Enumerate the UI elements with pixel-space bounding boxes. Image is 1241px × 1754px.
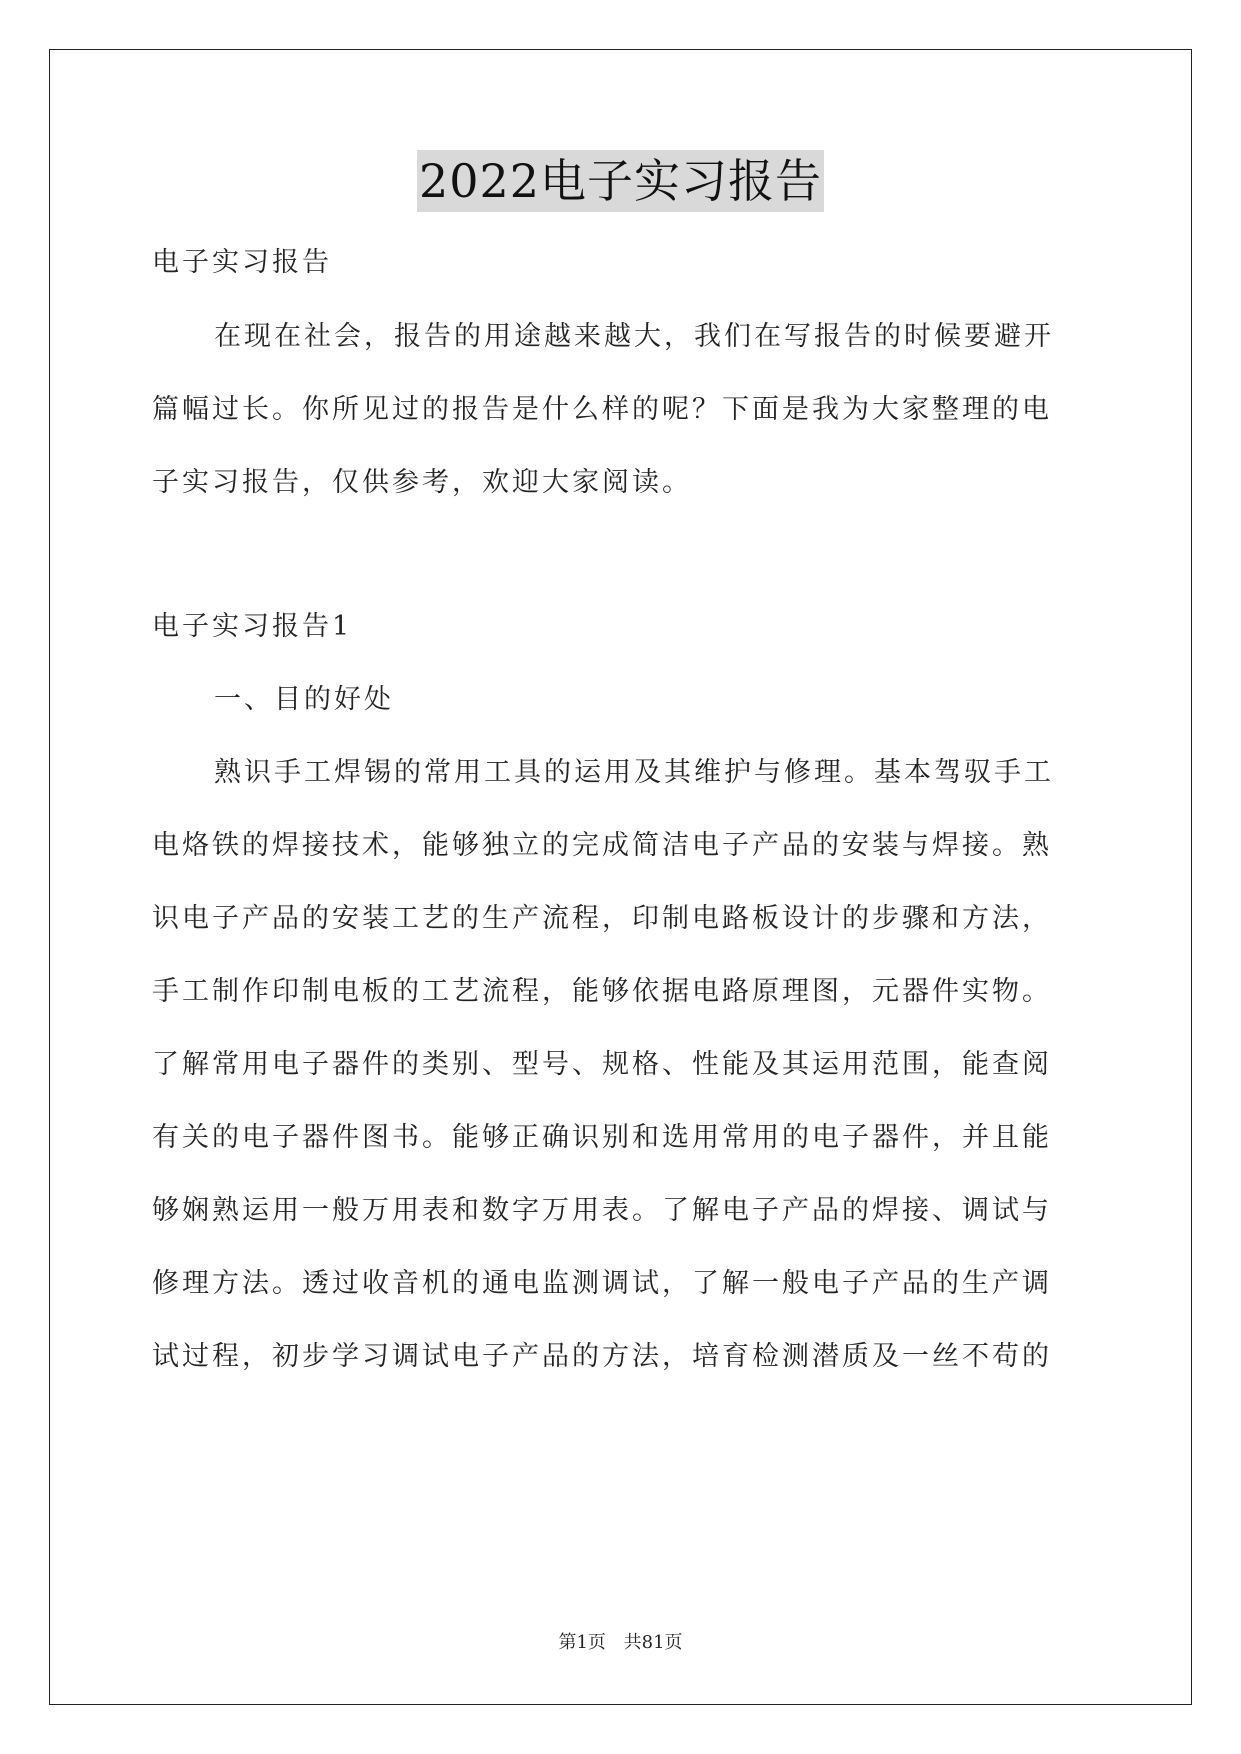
body-line: 识电子产品的安装工艺的生产流程，印制电路板设计的步骤和方法，	[152, 903, 1052, 934]
body-line: 熟识手工焊锡的常用工具的运用及其维护与修理。基本驾驭手工	[214, 757, 1054, 788]
page-footer	[0, 1628, 1241, 1654]
heading: 电子实习报告	[152, 247, 332, 278]
document-title: 2022电子实习报告	[417, 150, 824, 212]
intro-line: 在现在社会，报告的用途越来越大，我们在写报告的时候要避开	[214, 321, 1054, 352]
intro-line: 子实习报告，仅供参考，欢迎大家阅读。	[152, 467, 692, 498]
body-line: 电烙铁的焊接技术，能够独立的完成简洁电子产品的安装与焊接。熟	[152, 830, 1052, 861]
title-container	[0, 150, 1241, 212]
page-number: 第1页	[558, 1632, 606, 1653]
body-line: 够娴熟运用一般万用表和数字万用表。了解电子产品的焊接、调试与	[152, 1195, 1052, 1226]
page-border	[49, 49, 1192, 1705]
body-line: 了解常用电子器件的类别、型号、规格、性能及其运用范围，能查阅	[152, 1049, 1052, 1080]
body-line: 修理方法。透过收音机的通电监测调试，了解一般电子产品的生产调	[152, 1268, 1052, 1299]
body-line: 试过程，初步学习调试电子产品的方法，培育检测潜质及一丝不苟的	[152, 1341, 1052, 1372]
body-line: 有关的电子器件图书。能够正确识别和选用常用的电子器件，并且能	[152, 1122, 1052, 1153]
intro-line: 篇幅过长。你所见过的报告是什么样的呢？下面是我为大家整理的电	[152, 394, 1052, 425]
page-total: 共81页	[623, 1632, 683, 1653]
section-title: 电子实习报告1	[152, 611, 353, 642]
body-line: 手工制作印制电板的工艺流程，能够依据电路原理图，元器件实物。	[152, 976, 1052, 1007]
subsection-title: 一、目的好处	[214, 684, 394, 715]
